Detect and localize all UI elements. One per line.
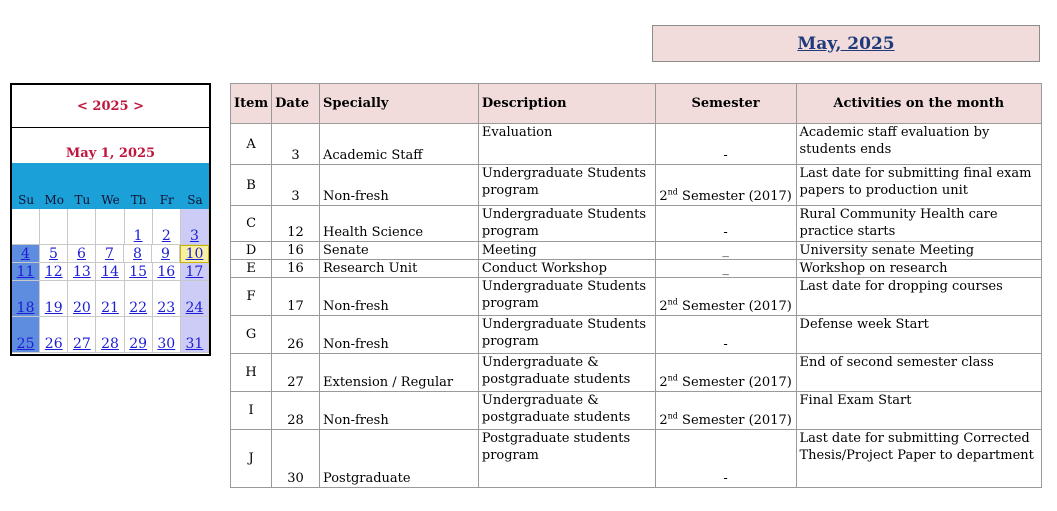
calendar-day[interactable]: 7 <box>96 245 124 263</box>
calendar-day[interactable]: 30 <box>153 317 181 353</box>
cell-date: 12 <box>272 206 320 242</box>
year-navigator[interactable]: < 2025 > <box>12 85 209 128</box>
cell-description: Undergraduate & postgraduate students <box>478 354 655 392</box>
calendar-day[interactable]: 12 <box>40 263 68 281</box>
cell-activities: Last date for dropping courses <box>796 278 1041 316</box>
cell-item: J <box>231 430 272 488</box>
header-item: Item <box>231 84 272 124</box>
calendar-day[interactable]: 10 <box>180 245 209 263</box>
calendar-day[interactable]: 18 <box>12 281 40 317</box>
calendar-day[interactable]: 4 <box>12 245 40 263</box>
cell-date: 17 <box>272 278 320 316</box>
header-specially: Specially <box>320 84 479 124</box>
cell-description: Undergraduate Students program <box>478 165 655 206</box>
calendar-day[interactable]: 17 <box>181 263 209 281</box>
cell-activities: University senate Meeting <box>796 242 1041 260</box>
cell-semester: - <box>655 316 796 354</box>
cell-item: G <box>231 316 272 354</box>
calendar-empty-cell <box>40 209 68 245</box>
header-date: Date <box>272 84 320 124</box>
cell-semester: 2nd Semester (2017) <box>655 354 796 392</box>
calendar-day[interactable]: 5 <box>40 245 68 263</box>
cell-date: 16 <box>272 242 320 260</box>
weekday-we: We <box>101 193 120 207</box>
cell-semester: - <box>655 124 796 165</box>
cell-specially: Senate <box>320 242 479 260</box>
cell-activities: Last date for submitting Corrected Thesis/Project Paper to department <box>796 430 1041 488</box>
table-row <box>231 165 1042 206</box>
calendar-day[interactable]: 27 <box>68 317 96 353</box>
table-row <box>231 354 1042 392</box>
table-row <box>231 278 1042 316</box>
cell-item: I <box>231 392 272 430</box>
cell-date: 3 <box>272 124 320 165</box>
cell-semester: 2nd Semester (2017) <box>655 392 796 430</box>
weekday-header <box>12 163 209 209</box>
calendar-day[interactable]: 23 <box>153 281 181 317</box>
weekday-tu: Tu <box>74 193 91 207</box>
header-description: Description <box>478 84 655 124</box>
cell-description: Conduct Workshop <box>478 260 655 278</box>
cell-specially: Non-fresh <box>320 278 479 316</box>
cell-semester: - <box>655 430 796 488</box>
header-activities: Activities on the month <box>796 84 1041 124</box>
calendar-day[interactable]: 15 <box>125 263 153 281</box>
calendar-day[interactable]: 11 <box>12 263 40 281</box>
cell-item: B <box>231 165 272 206</box>
cell-item: A <box>231 124 272 165</box>
cell-date: 16 <box>272 260 320 278</box>
cell-activities: End of second semester class <box>796 354 1041 392</box>
calendar-week-row <box>12 317 209 353</box>
calendar-day[interactable]: 2 <box>153 209 181 245</box>
table-row <box>231 260 1042 278</box>
calendar-day[interactable]: 3 <box>181 209 209 245</box>
cell-item: H <box>231 354 272 392</box>
calendar-day[interactable]: 9 <box>152 245 180 263</box>
calendar-day[interactable]: 28 <box>96 317 124 353</box>
cell-activities: Last date for submitting final exam papers to production unit <box>796 165 1041 206</box>
calendar-empty-cell <box>12 209 40 245</box>
weekday-su: Su <box>18 193 35 207</box>
calendar-widget <box>10 83 211 356</box>
weekday-mo: Mo <box>44 193 64 207</box>
table-row <box>231 206 1042 242</box>
calendar-week-row <box>12 245 209 263</box>
calendar-day[interactable]: 21 <box>96 281 124 317</box>
cell-activities: Workshop on research <box>796 260 1041 278</box>
cell-specially: Academic Staff <box>320 124 479 165</box>
header-semester: Semester <box>655 84 796 124</box>
cell-item: C <box>231 206 272 242</box>
calendar-day[interactable]: 25 <box>12 317 40 353</box>
calendar-empty-cell <box>68 209 96 245</box>
cell-description: Undergraduate Students program <box>478 206 655 242</box>
calendar-week-row <box>12 209 209 245</box>
calendar-day[interactable]: 8 <box>124 245 152 263</box>
cell-date: 27 <box>272 354 320 392</box>
cell-description: Undergraduate Students program <box>478 278 655 316</box>
cell-semester: _ <box>655 242 796 260</box>
cell-activities: Academic staff evaluation by students ends <box>796 124 1041 165</box>
table-row <box>231 124 1042 165</box>
cell-date: 30 <box>272 430 320 488</box>
calendar-day[interactable]: 1 <box>125 209 153 245</box>
weekday-th: Th <box>130 193 147 207</box>
cell-description: Undergraduate Students program <box>478 316 655 354</box>
calendar-day[interactable]: 22 <box>125 281 153 317</box>
calendar-week-row <box>12 281 209 317</box>
table-row <box>231 392 1042 430</box>
cell-specially: Postgraduate <box>320 430 479 488</box>
calendar-day[interactable]: 24 <box>181 281 209 317</box>
table-row <box>231 430 1042 488</box>
calendar-week-row <box>12 263 209 281</box>
cell-activities: Final Exam Start <box>796 392 1041 430</box>
cell-item: D <box>231 242 272 260</box>
month-title <box>652 25 1040 62</box>
month-title-text: May, 2025 <box>797 33 895 54</box>
cell-date: 28 <box>272 392 320 430</box>
cell-semester: 2nd Semester (2017) <box>655 165 796 206</box>
schedule-table <box>230 83 1042 488</box>
calendar-day[interactable]: 13 <box>68 263 96 281</box>
calendar-day[interactable]: 19 <box>40 281 68 317</box>
cell-specially: Health Science <box>320 206 479 242</box>
table-body <box>231 124 1042 488</box>
cell-specially: Extension / Regular <box>320 354 479 392</box>
selected-date-label: May 1, 2025 <box>65 146 156 161</box>
calendar-day[interactable]: 16 <box>153 263 181 281</box>
cell-date: 26 <box>272 316 320 354</box>
cell-specially: Non-fresh <box>320 392 479 430</box>
table-row <box>231 242 1042 260</box>
cell-specially: Non-fresh <box>320 316 479 354</box>
cell-activities: Rural Community Health care practice starts <box>796 206 1041 242</box>
cell-item: E <box>231 260 272 278</box>
cell-activities: Defense week Start <box>796 316 1041 354</box>
cell-specially: Research Unit <box>320 260 479 278</box>
weekday-fr: Fr <box>159 193 174 207</box>
cell-item: F <box>231 278 272 316</box>
calendar-day[interactable]: 31 <box>181 317 209 353</box>
calendar-day[interactable]: 29 <box>125 317 153 353</box>
weekday-sa: Sa <box>187 193 203 207</box>
cell-specially: Non-fresh <box>320 165 479 206</box>
calendar-empty-cell <box>96 209 124 245</box>
cell-description: Undergraduate & postgraduate students <box>478 392 655 430</box>
cell-description: Meeting <box>478 242 655 260</box>
cell-semester: - <box>655 206 796 242</box>
calendar-day[interactable]: 26 <box>40 317 68 353</box>
cell-description: Postgraduate students program <box>478 430 655 488</box>
calendar-day[interactable]: 14 <box>96 263 124 281</box>
cell-semester: _ <box>655 260 796 278</box>
cell-description: Evaluation <box>478 124 655 165</box>
calendar-day[interactable]: 20 <box>68 281 96 317</box>
cell-date: 3 <box>272 165 320 206</box>
cell-semester: 2nd Semester (2017) <box>655 278 796 316</box>
table-row <box>231 316 1042 354</box>
calendar-day[interactable]: 6 <box>68 245 96 263</box>
table-header-row <box>231 84 1042 124</box>
